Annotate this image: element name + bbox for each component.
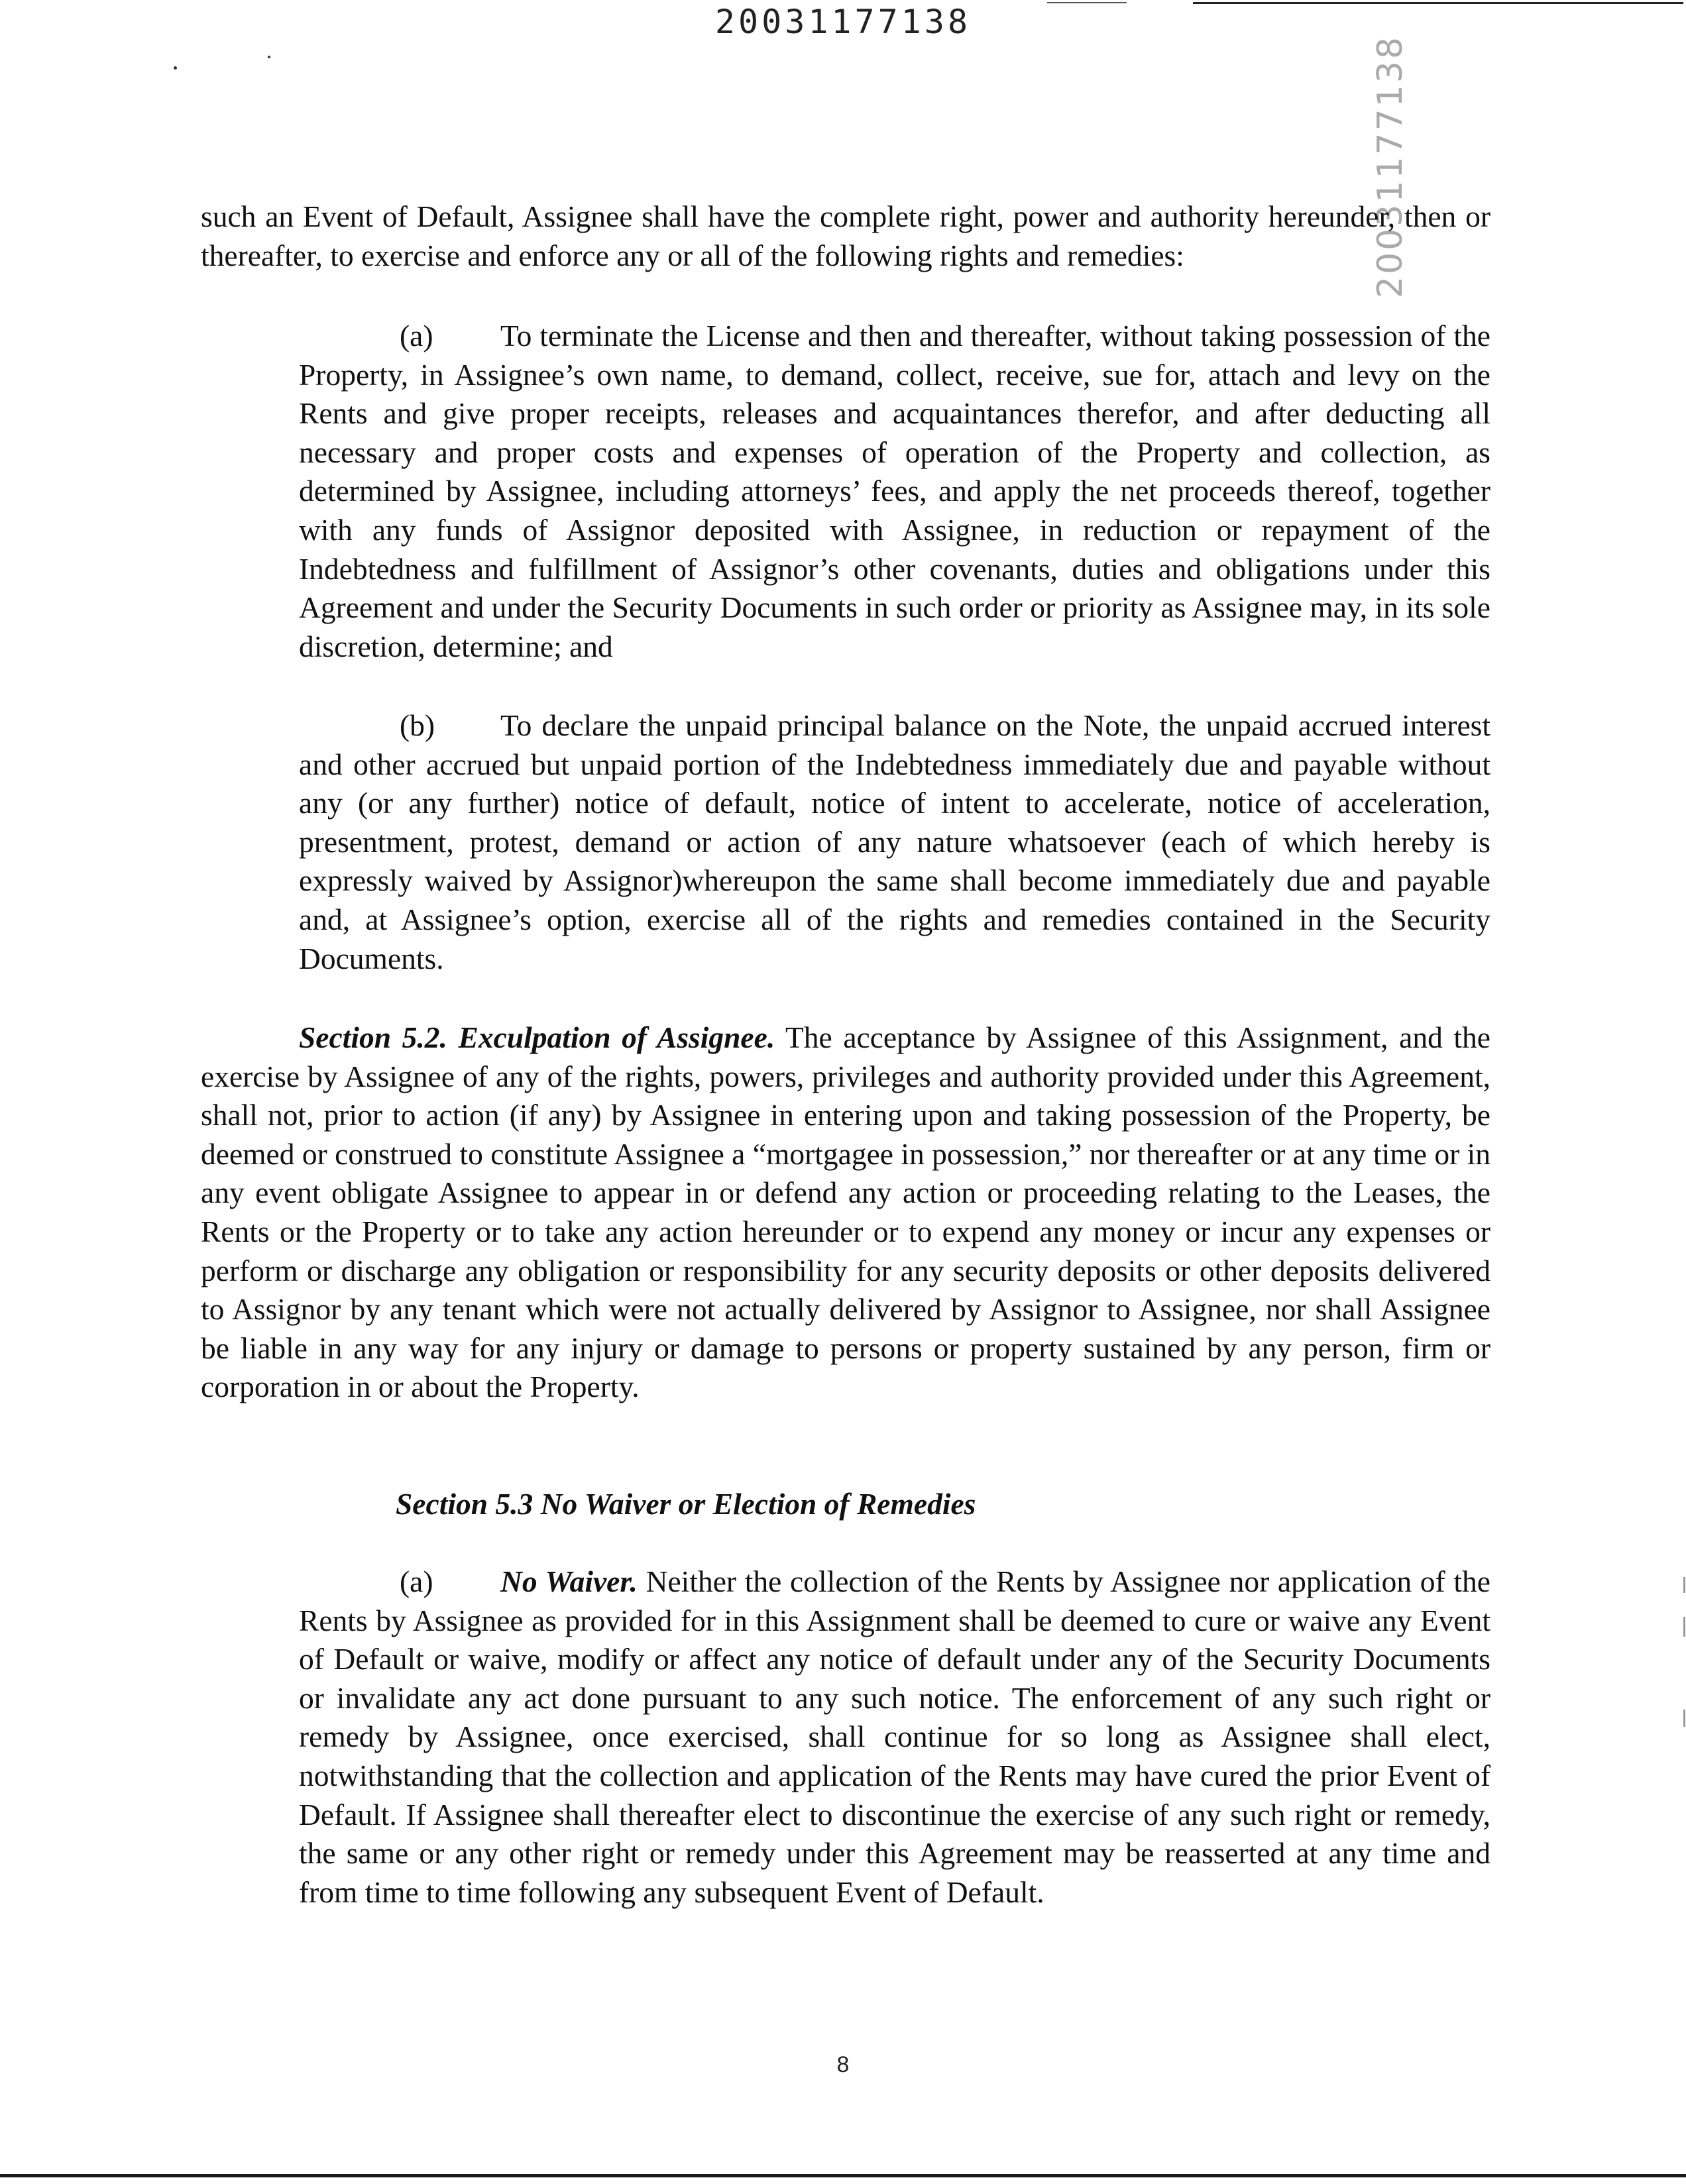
page-number: 8 [836, 2052, 850, 2077]
right-edge-mark [1683, 1617, 1685, 1637]
scan-speck [268, 56, 270, 58]
right-edge-mark [1683, 1710, 1685, 1727]
section-5-2-heading: Section 5.2. Exculpation of Assignee. [299, 1020, 775, 1054]
section-5-2-text: The acceptance by Assignee of this Assignment, and the exercise by Assignee of any of the rights, powers, privileges and authority provided under this Agreement, shall not, prior to action (if any) by Assignee in entering upon and taking possession of the Property, be deemed or construed to constitute Assignee a “mortgagee in possession,” nor thereafter or at any time or in any event obligate Assignee to appear in or defend any action or proceeding relating to the Leases, the Rents or the Property or to take any action hereunder or to expend any money or incur any expenses or perform or discharge any obligation or responsibility for any security deposits or other deposits delivered to Assignor by any tenant which were not actually delivered by Assignor to Assignee, nor shall Assignee be liable in any way for any injury or damage to persons or property sustained by any person, firm or corporation in or about the Property. [201, 1020, 1490, 1404]
remedy-a-paragraph [299, 317, 1490, 666]
intro-paragraph: such an Event of Default, Assignee shall have the complete right, power and authority hereunder, then or thereafter, to exercise and enforce any or all of the following rights and remedies: [201, 199, 1490, 272]
section-5-2-paragraph [201, 1018, 1490, 1407]
recording-stamp: 20031177138 [1371, 35, 1410, 298]
remedy-b-paragraph [299, 706, 1490, 978]
document-number: 20031177138 [714, 3, 972, 41]
section-5-3-a-label: (a) [400, 1564, 433, 1598]
remedy-a-label: (a) [400, 319, 433, 353]
no-waiver-text: Neither the collection of the Rents by Assignee nor application of the Rents by Assignee as provided for in this Assignment shall be deemed to cure or waive any Event of Default or waive, modify or affect any notice of default under any of the Security Documents or invalidate any act done pursuant to any such notice. The enforcement of any such right or remedy by Assignee, once exercised, shall continue for so long as Assignee shall elect, notwithstanding that the collection and application of the Rents may have cured the prior Event of Default. If Assignee shall thereafter elect to discontinue the exercise of any such right or remedy, the same or any other right or remedy under this Agreement may be reasserted at any time and from time to time following any subsequent Event of Default. [299, 1564, 1490, 1909]
bottom-edge-rule [0, 2174, 1686, 2177]
no-waiver-heading: No Waiver. [500, 1564, 638, 1598]
right-edge-mark [1683, 1577, 1685, 1593]
remedy-b-text: To declare the unpaid principal balance on the Note, the unpaid accrued interest and other accrued but unpaid portion of the Indebtedness immediately due and payable without any (or any further) notice of default, notice of intent to accelerate, notice of acceleration, presentment, protest, demand or action of any nature whatsoever (each of which hereby is expressly waived by Assignor)whereupon the same shall become immediately due and payable and, at Assignee’s option, exercise all of the rights and remedies contained in the Security Documents. [299, 708, 1490, 975]
remedy-b-label: (b) [400, 708, 435, 742]
remedy-a-text: To terminate the License and then and thereafter, without taking possession of the Property, in Assignee’s own name, to demand, collect, receive, sue for, attach and levy on the Rents and give proper receipts, releases and acquaintances therefor, and after deducting all necessary and proper costs and expenses of operation of the Property and collection, as determined by Assignee, including attorneys’ fees, and apply the net proceeds thereof, together with any funds of Assignor deposited with Assignee, in reduction or repayment of the Indebtedness and fulfillment of Assignor’s other covenants, duties and obligations under this Agreement and under the Security Documents in such order or priority as Assignee may, in its sole discretion, determine; and [299, 319, 1490, 663]
section-5-3-a-paragraph [299, 1562, 1490, 1912]
top-edge-mark [1047, 2, 1127, 3]
section-5-3-heading: Section 5.3 No Waiver or Election of Remedies [396, 1487, 976, 1521]
scan-speck [174, 66, 177, 70]
top-edge-rule [1193, 2, 1683, 4]
